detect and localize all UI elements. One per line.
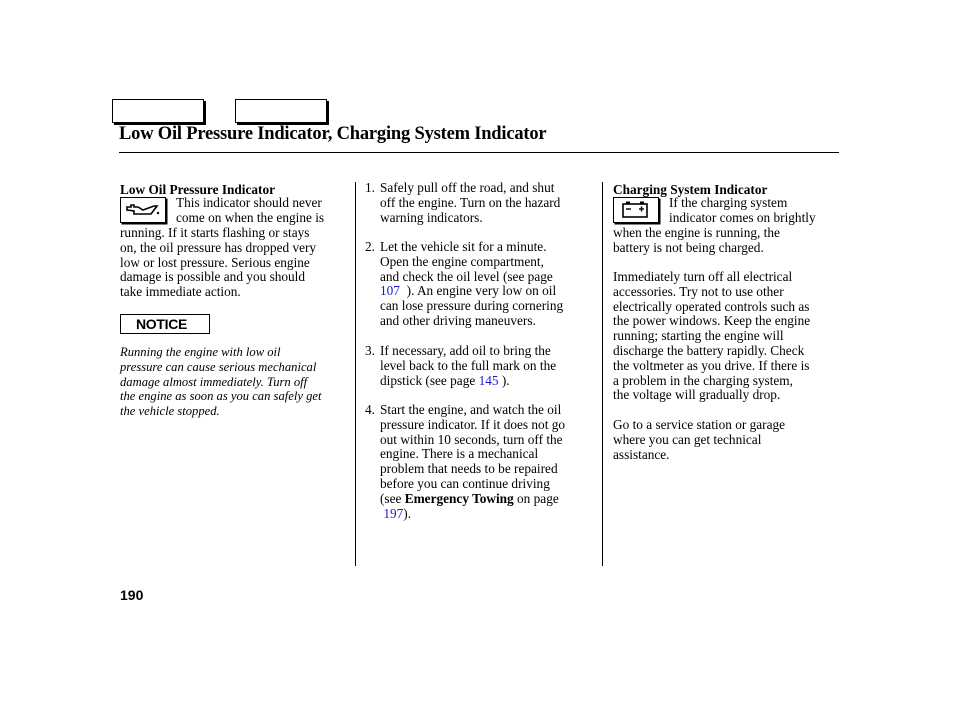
step-2-number: 2. bbox=[365, 239, 375, 254]
step-4-text bbox=[380, 403, 565, 521]
column-divider-left bbox=[355, 182, 356, 566]
charging-paragraph-2 bbox=[613, 270, 810, 403]
oil-intro bbox=[176, 196, 324, 226]
step-line: before you can continue driving bbox=[380, 475, 550, 491]
notice-line: pressure can cause serious mechanical bbox=[120, 359, 317, 374]
charging-body-line: the voltmeter as you drive. If there is bbox=[613, 357, 810, 373]
step-3-number: 3. bbox=[365, 343, 375, 358]
step-line: warning indicators. bbox=[380, 209, 483, 225]
nav-tab-right[interactable] bbox=[235, 99, 327, 123]
page-link-197[interactable]: 197 bbox=[383, 505, 404, 521]
step-line bbox=[380, 284, 563, 299]
step-line: engine. There is a mechanical bbox=[380, 446, 539, 462]
step-line: off the engine. Turn on the hazard bbox=[380, 194, 561, 210]
step-4-number: 4. bbox=[365, 402, 375, 417]
step-line: Let the vehicle sit for a minute. bbox=[380, 239, 547, 254]
page-number: 190 bbox=[120, 587, 144, 603]
step-text-fragment: ). An engine very low on oil bbox=[406, 283, 557, 299]
charging-intro bbox=[669, 196, 816, 226]
charging-body-line: when the engine is running, the bbox=[613, 225, 780, 240]
charging-body-line: electrically operated controls such as bbox=[613, 298, 810, 314]
oil-body-line: on, the oil pressure has dropped very bbox=[120, 239, 317, 255]
charging-body-line: battery is not being charged. bbox=[613, 239, 764, 255]
oil-body bbox=[120, 226, 316, 300]
charging-paragraph-3 bbox=[613, 418, 785, 462]
step-2-text bbox=[380, 240, 563, 329]
notice-label: NOTICE bbox=[120, 314, 210, 334]
charging-body-line: discharge the battery rapidly. Check bbox=[613, 342, 805, 358]
charging-body-line: assistance. bbox=[613, 446, 670, 462]
battery-icon bbox=[613, 197, 659, 223]
charging-heading: Charging System Indicator bbox=[613, 182, 768, 197]
charging-body-line: a problem in the charging system, bbox=[613, 372, 793, 388]
nav-tab-left[interactable] bbox=[112, 99, 204, 123]
charging-body-line: Go to a service station or garage bbox=[613, 417, 786, 432]
oil-heading: Low Oil Pressure Indicator bbox=[120, 182, 276, 197]
step-line: If necessary, add oil to bring the bbox=[380, 343, 551, 358]
step-line bbox=[380, 507, 565, 522]
oil-intro-line: come on when the engine is bbox=[176, 209, 325, 225]
oil-intro-line: This indicator should never bbox=[176, 195, 322, 210]
charging-body-line: the voltage will gradually drop. bbox=[613, 387, 781, 403]
charging-intro-line: If the charging system bbox=[669, 195, 788, 210]
step-text-fragment: on page bbox=[517, 490, 559, 506]
step-1-text bbox=[380, 181, 560, 225]
step-line: and check the oil level (see page bbox=[380, 268, 553, 284]
step-3-text bbox=[380, 344, 556, 388]
step-text-fragment: (see bbox=[380, 490, 402, 506]
step-line: and other driving maneuvers. bbox=[380, 312, 536, 328]
charging-intro-line: indicator comes on brightly bbox=[669, 209, 816, 225]
notice-text bbox=[120, 345, 321, 419]
notice-line: damage almost immediately. Turn off bbox=[120, 374, 308, 389]
charging-body-line: the power windows. Keep the engine bbox=[613, 313, 811, 329]
page-link-107[interactable]: 107 bbox=[380, 283, 400, 299]
charging-body-line: running; starting the engine will bbox=[613, 328, 784, 344]
step-text-fragment: ). bbox=[403, 505, 412, 521]
page-link-145[interactable]: 145 bbox=[478, 372, 499, 388]
step-line: pressure indicator. If it does not go bbox=[380, 416, 566, 432]
step-text-fragment: ). bbox=[501, 372, 510, 388]
step-line: Start the engine, and watch the oil bbox=[380, 402, 562, 417]
title-rule bbox=[119, 152, 839, 153]
notice-line: the engine as soon as you can safely get bbox=[120, 389, 322, 404]
step-1-number: 1. bbox=[365, 180, 375, 195]
step-line: can lose pressure during cornering bbox=[380, 298, 564, 314]
step-line: level back to the full mark on the bbox=[380, 357, 557, 373]
charging-body-line: accessories. Try not to use other bbox=[613, 283, 784, 299]
column-divider-right bbox=[602, 182, 603, 566]
oil-body-line: damage is possible and you should bbox=[120, 269, 306, 285]
charging-body-line: where you can get technical bbox=[613, 431, 762, 447]
charging-body-line: Immediately turn off all electrical bbox=[613, 269, 793, 284]
oil-body-line: running. If it starts flashing or stays bbox=[120, 225, 310, 240]
notice-line: the vehicle stopped. bbox=[120, 404, 220, 419]
oil-can-icon bbox=[120, 197, 166, 223]
step-line: Open the engine compartment, bbox=[380, 253, 544, 269]
notice-line: Running the engine with low oil bbox=[120, 345, 281, 359]
oil-body-line: low or lost pressure. Serious engine bbox=[120, 254, 310, 270]
step-text-fragment: dipstick (see page bbox=[380, 372, 476, 388]
emergency-towing-ref: Emergency Towing bbox=[404, 490, 514, 506]
step-line: out within 10 seconds, turn off the bbox=[380, 431, 563, 447]
page-title: Low Oil Pressure Indicator, Charging System Indicator bbox=[119, 124, 547, 144]
oil-body-line: take immediate action. bbox=[120, 284, 241, 300]
step-line bbox=[380, 374, 556, 389]
step-line bbox=[380, 492, 565, 507]
step-line: problem that needs to be repaired bbox=[380, 461, 558, 477]
charging-body bbox=[613, 226, 780, 256]
step-line: Safely pull off the road, and shut bbox=[380, 180, 555, 195]
